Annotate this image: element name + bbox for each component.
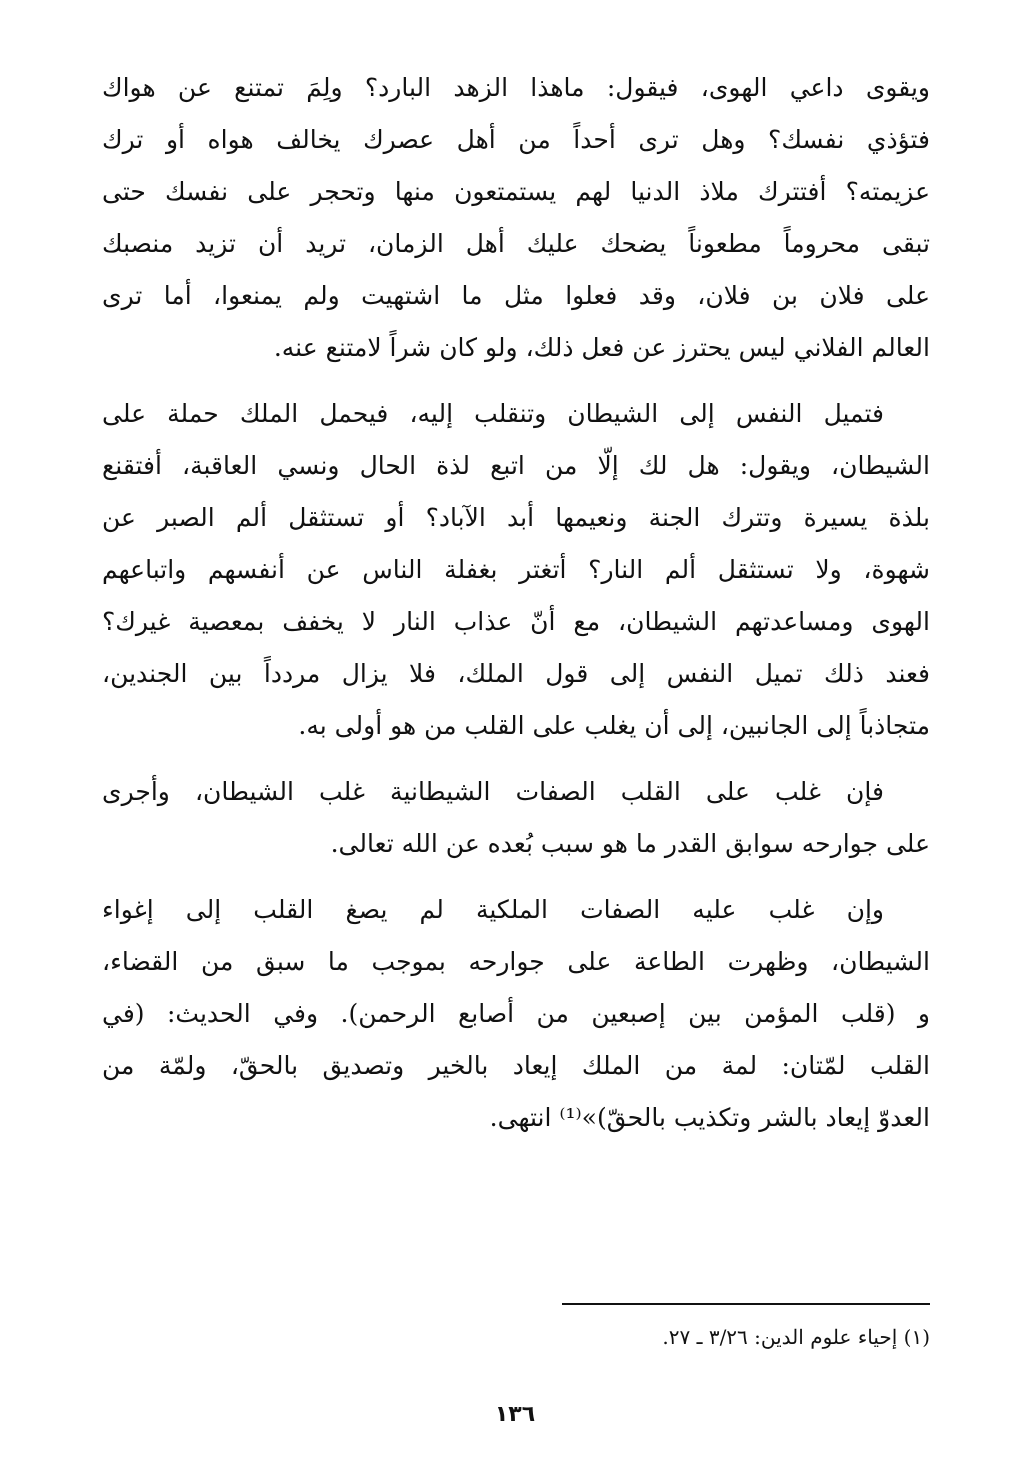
text-line: فتميل النفس إلى الشيطان وتنقلب إليه، فيحمل الملك حملة على — [102, 399, 884, 428]
text-line: الهوى ومساعدتهم الشيطان، مع أنّ عذاب النار لا يخفف بمعصية غيرك؟ — [102, 607, 930, 636]
text-line: على جوارحه سوابق القدر ما هو سبب بُعده عن الله تعالى. — [330, 829, 930, 858]
body-text — [102, 62, 930, 1158]
text-line: بلذة يسيرة وتترك الجنة ونعيمها أبد الآباد؟ أو تستثقل ألم الصبر عن — [102, 503, 930, 532]
paragraph-2 — [102, 388, 930, 752]
text-line: وإن غلب عليه الصفات الملكية لم يصغ القلب إلى إغواء — [102, 895, 884, 924]
text-line: على فلان بن فلان، وقد فعلوا مثل ما اشتهيت ولم يمنعوا، أما ترى — [102, 281, 930, 310]
text-line: العدوّ إيعاد بالشر وتكذيب بالحقّ)»⁽¹⁾ انتهى. — [489, 1103, 930, 1132]
text-line: فإن غلب على القلب الصفات الشيطانية غلب الشيطان، وأجرى — [102, 777, 884, 806]
paragraph-4 — [102, 884, 930, 1144]
text-line: العالم الفلاني ليس يحترز عن فعل ذلك، ولو كان شراً لامتنع عنه. — [273, 333, 930, 362]
text-line: فعند ذلك تميل النفس إلى قول الملك، فلا يزال مردداً بين الجندين، — [102, 659, 930, 688]
text-line: الشيطان، وظهرت الطاعة على جوارحه بموجب ما سبق من القضاء، — [102, 947, 930, 976]
paragraph-1 — [102, 62, 930, 374]
text-line: ويقوى داعي الهوى، فيقول: ماهذا الزهد البارد؟ ولِمَ تمتنع عن هواك — [102, 73, 930, 102]
page-number: ١٣٦ — [494, 1402, 536, 1427]
paragraph-3 — [102, 766, 930, 870]
text-line: الشيطان، ويقول: هل لك إلّا من اتبع لذة الحال ونسي العاقبة، أفتقنع — [102, 451, 930, 480]
footnote-divider — [562, 1303, 930, 1305]
text-line: فتؤذي نفسك؟ وهل ترى أحداً من أهل عصرك يخالف هواه أو ترك — [102, 125, 930, 154]
text-line: و (قلب المؤمن بين إصبعين من أصابع الرحمن). وفي الحديث: (في — [102, 999, 930, 1028]
text-line: تبقى محروماً مطعوناً يضحك عليك أهل الزمان، تريد أن تزيد منصبك — [102, 229, 930, 258]
text-line: عزيمته؟ أفتترك ملاذ الدنيا لهم يستمتعون منها وتحجر على نفسك حتى — [102, 177, 930, 206]
footnote: (١) إحياء علوم الدين: ٣/٢٦ ـ ٢٧. — [662, 1325, 930, 1349]
text-line: شهوة، ولا تستثقل ألم النار؟ أتغتر بغفلة الناس عن أنفسهم واتباعهم — [102, 555, 930, 584]
text-line: القلب لمّتان: لمة من الملك إيعاد بالخير وتصديق بالحقّ، ولمّة من — [102, 1051, 930, 1080]
text-line: متجاذباً إلى الجانبين، إلى أن يغلب على القلب من هو أولى به. — [298, 711, 930, 740]
